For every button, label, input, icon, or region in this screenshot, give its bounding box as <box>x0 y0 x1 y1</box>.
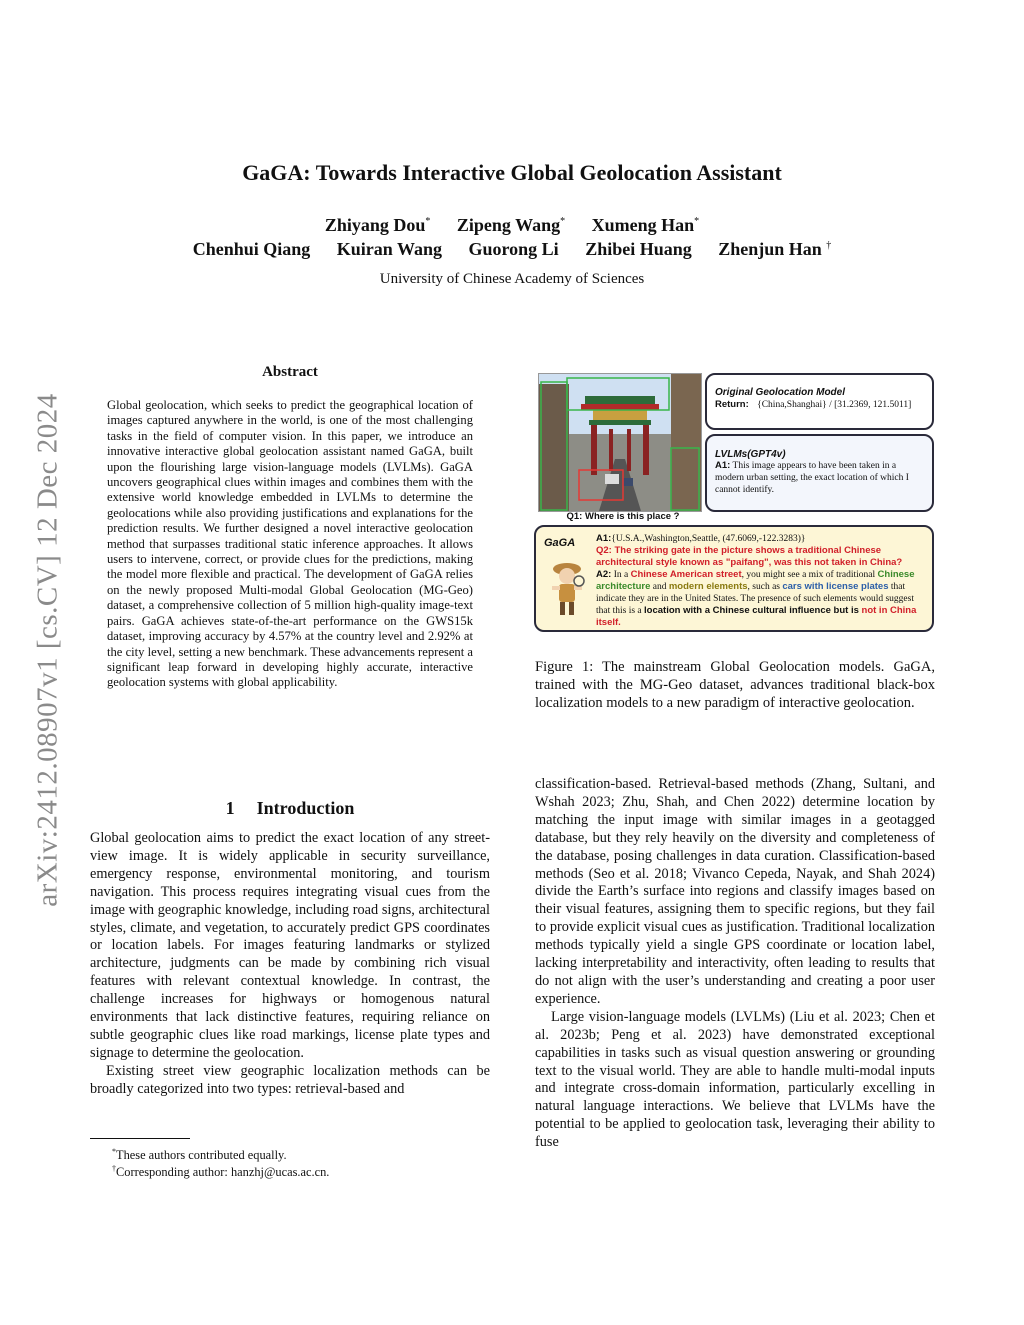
street-gate-photo <box>538 373 702 512</box>
paragraph: Large vision-language models (LVLMs) (Liu et al. 2023; Chen et al. 2023b; Peng et al. 2023) have demonstrated exceptional capabilities in tasks such as visual question answering or grounding text to the visual world. They are able to handle multi-modal inputs and integrate cross-domain information, particularly excelling in natural language interactions. We believe that LVLMs have the potential to be applied to geolocation task, leveraging their ability to fuse <box>535 1008 935 1151</box>
author: Zhibei Huang <box>585 239 692 259</box>
author: Xumeng Han* <box>591 215 700 235</box>
paragraph: Global geolocation aims to predict the exact location of any street-view image. It is widely applicable in security surveillance, emergency response, environmental monitoring, and tourism navigation. This process requires integrating visual cues from the image with geographic knowledge, including road signs, architectural styles, climate, and vegetation, to accurately predict GPS coordinates or location labels. For images featuring landmarks or stylized architecture, judgments can be made by combining rich visual features with relevant contextual knowledge. In contrast, the challenge increases for highways or homogenous natural environments that lack distinctive features, requiring reliance on subtle geographic clues like road markings, license plate types and signage to determine the geolocation. <box>90 830 490 1061</box>
abstract-text: Global geolocation, which seeks to predict the geographical location of images captured anywhere in the world, is one of the most challenging tasks in the field of computer vision. In this paper, we introduce an innovative interactive global geolocation assistant named GaGA, built upon the flourishing large vision-language models (LVLMs). GaGA uncovers geographical clues within images and combines them with the extensive world knowledge embedded in LVLMs to determine the geolocations while also providing justifications and explanations for the prediction results. We further designed a novel interactive geolocation method that surpasses traditional static inference approaches. It allows users to intervene, correct, or provide clues for the predictions, making the model more flexible and practical. The development of GaGA relies on the newly proposed Multi-modal Global Geolocation (MG-Geo) dataset, a comprehensive collection of 5 million high-quality image-text pairs. GaGA achieves state-of-the-art performance on the GWS15k dataset, improving accuracy by 4.57% at the country level and 2.92% at the city level, setting a new benchmark. These advancements represent a significant leap forward in developing highly accurate, interactive geolocation systems with global applicability. <box>107 398 473 690</box>
box-title: Original Geolocation Model <box>715 387 846 398</box>
intro-left-column <box>90 830 490 1099</box>
abstract-heading: Abstract <box>262 364 318 380</box>
arxiv-stamp <box>28 350 68 950</box>
user-question-2: Q2: The striking gate in the picture shows a traditional Chinese architectural style known as "paifang", was this not taken in China? <box>596 545 903 568</box>
author: Chenhui Qiang <box>192 239 311 259</box>
arxiv-id: arXiv:2412.08907v1 [cs.CV] 12 Dec 2024 <box>31 393 64 907</box>
box-title: LVLMs(GPT4v) <box>715 449 786 460</box>
gaga-answer-2: A2: In a Chinese American street, you might see a mix of traditional Chinese architecture and modern elements, such as cars with license plates that indicate they are in the United States. The presence of such elements would suggest that this is a location with a Chinese cultural influence but is not in China itself. <box>596 569 917 628</box>
author: Zhiyang Dou* <box>324 215 431 235</box>
box-title: GaGA <box>544 537 576 549</box>
gaga-answer-1: A1:{U.S.A.,Washington,Seattle, (47.6069,-122.3283)} <box>596 533 806 544</box>
section-number: 1 <box>225 798 235 818</box>
footnote-rule <box>90 1138 190 1139</box>
author: Guorong Li <box>468 239 559 259</box>
section-heading-introduction <box>90 798 490 819</box>
intro-right-column <box>535 776 935 1152</box>
lvlm-gpt4v-box <box>705 434 934 512</box>
figure-caption: Figure 1: The mainstream Global Geolocation models. GaGA, trained with the MG-Geo dataset, advances traditional black-box localization models to a new paradigm of interactive geolocation. <box>535 659 935 712</box>
footnote-corresponding: †Corresponding author: hanzhj@ucas.ac.cn. <box>112 1164 330 1180</box>
paragraph: classification-based. Retrieval-based methods (Zhang, Sultani, and Wshah 2023; Zhu, Shah, and Chen 2022) determine location by matching the input image with similar images in a geotagged database, but they rely heavily on the diversity and completeness of the database, posing challenges in data curation. Classification-based methods (Seo et al. 2018; Vivanco Cepeda, Nayak, and Shah 2024) divide the Earth’s surface into regions and classify images based on their visual features, assigning them to specific regions, but they fail to provide explicit visual cues as justification. Traditional localization methods typically yield a single GPS coordinate or location label, lacking interpretability and interactivity, often leading to results that do not align with the user’s understanding and creating a poor user experience. <box>535 776 935 1007</box>
author: Kuiran Wang <box>336 239 442 259</box>
paper-title: GaGA: Towards Interactive Global Geolocation Assistant <box>242 160 782 185</box>
gaga-box <box>534 525 934 632</box>
footnote-equal: *These authors contributed equally. <box>112 1147 287 1163</box>
author: Zhenjun Han † <box>718 239 832 259</box>
author: Zipeng Wang* <box>456 215 566 235</box>
figure-question-1: Q1: Where is this place ? <box>566 511 680 522</box>
original-model-box <box>705 373 934 430</box>
box-return: Return: {China,Shanghai} / [31.2369, 121.5011] <box>715 399 912 410</box>
author-row-2 <box>0 239 1024 260</box>
explorer-avatar-icon <box>548 559 586 619</box>
gaga-dialogue <box>596 533 926 629</box>
section-title: Introduction <box>256 798 355 818</box>
affiliation: University of Chinese Academy of Sciences <box>379 271 645 287</box>
box-answer: A1: This image appears to have been taken in a modern urban setting, the exact location of which I cannot identify. <box>715 460 909 495</box>
author-row-1 <box>0 215 1024 236</box>
paragraph: Existing street view geographic localization methods can be broadly categorized into two types: retrieval-based and <box>90 1062 490 1097</box>
